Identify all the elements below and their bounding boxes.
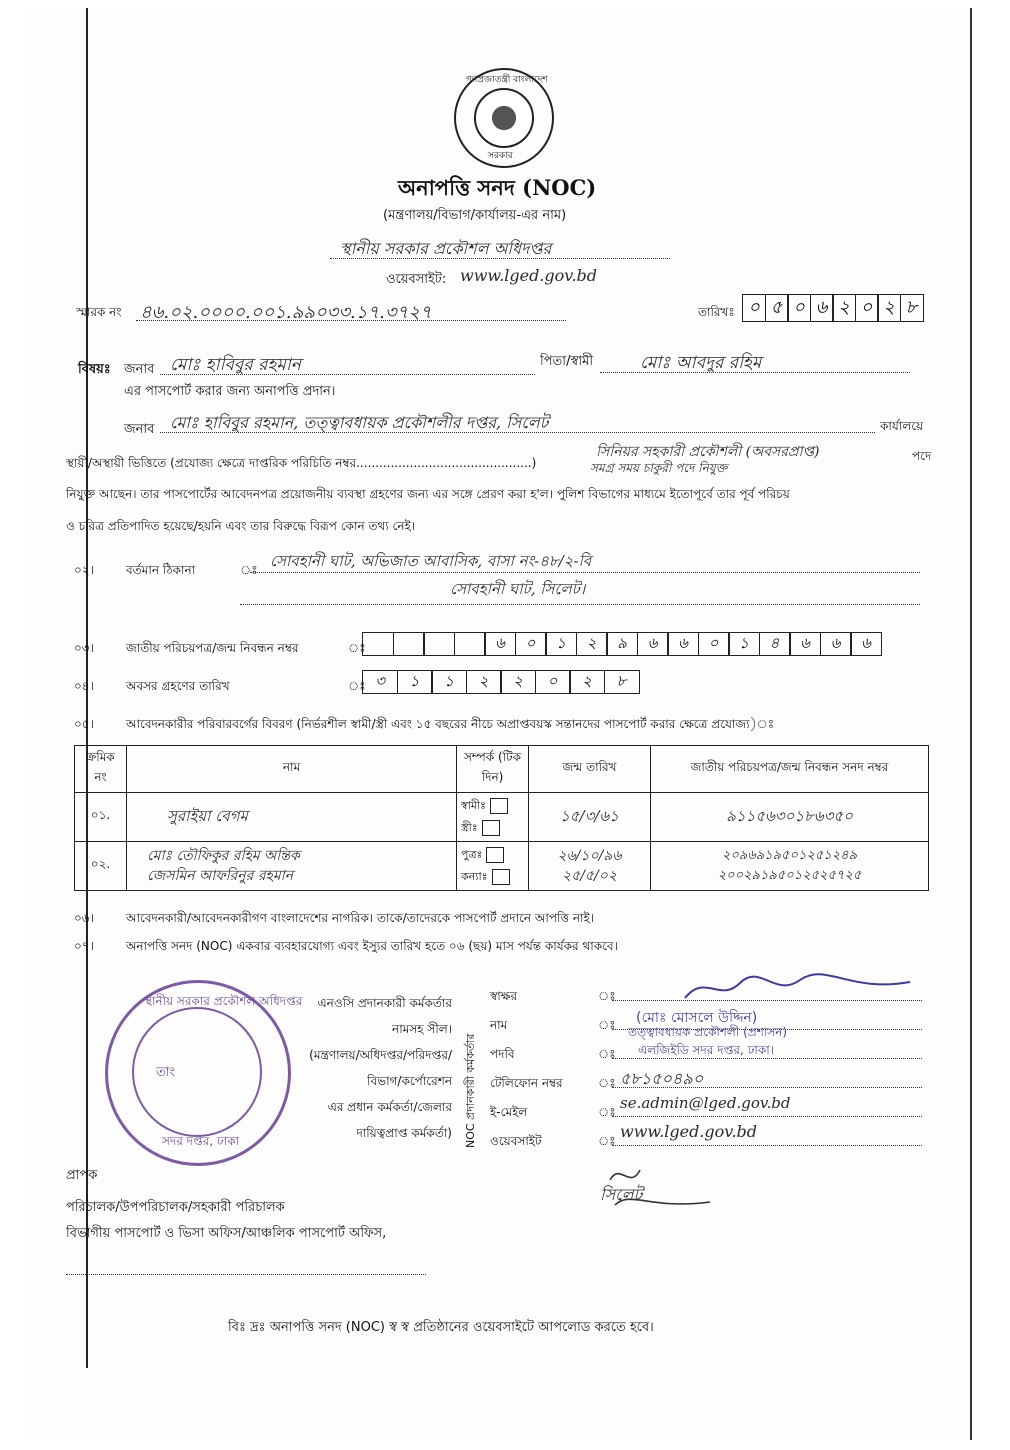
relation-option-husband[interactable] xyxy=(461,795,524,817)
item-04-label: অবসর গ্রহণের তারিখ xyxy=(126,679,230,693)
colon: ঃ xyxy=(598,1047,616,1061)
digit-box xyxy=(454,632,486,656)
table-row xyxy=(75,793,929,842)
digit-box: ৯ xyxy=(606,632,638,656)
digit-box: ২ xyxy=(569,670,605,694)
relation-option-daughter[interactable] xyxy=(461,866,524,888)
memo-number: ৪৬.০২.০০০০.০০১.৯৯০৩৩.১৭.৩৭২৭ xyxy=(140,302,432,323)
paragraph-1: নিযুক্ত আছেন। তার পাসপোর্টের আবেদনপত্র প্রয়োজনীয় ব্যবস্থা গ্রহণের জন্য এর সঙ্গে প্রেরণ করা হ'ল। পুলিশ বিভাগের মাধ্যমে ইতোপূর্বে তার পূর্ব পরিচয় xyxy=(66,487,790,501)
officer-line: দায়িত্বপ্রাপ্ত কর্মকর্তা) xyxy=(356,1126,452,1140)
office-name: স্থানীয় সরকার প্রকৌশল অধিদপ্তর xyxy=(340,239,552,258)
checkbox[interactable] xyxy=(482,820,500,836)
colon: ঃ xyxy=(240,563,258,577)
digit-box: ৬ xyxy=(820,632,852,656)
digit-box: ২ xyxy=(576,632,608,656)
relation-label: পুত্রঃ xyxy=(461,848,483,861)
digit-box: ০ xyxy=(787,294,811,322)
colon: ঃ xyxy=(348,679,366,693)
colon: ঃ xyxy=(598,1134,616,1148)
colon: ঃ xyxy=(598,989,616,1003)
digit-box: ১ xyxy=(397,670,433,694)
item-07-text: অনাপত্তি সনদ (NOC) একবার ব্যবহারযোগ্য এবং ইস্যুর তারিখ হতে ০৬ (ছয়) মাস পর্যন্ত কার্যকর থাকবে। xyxy=(126,939,618,953)
colon: ঃ xyxy=(598,1076,616,1090)
website-value: www.lged.gov.bd xyxy=(460,266,598,285)
item-03-label: জাতীয় পরিচয়পত্র/জন্ম নিবন্ধন নম্বর xyxy=(126,641,299,655)
date-label: তারিখঃ xyxy=(698,305,735,319)
item-03-number: ০৩। xyxy=(74,641,94,655)
header-relation: সম্পর্ক (টিক দিন) xyxy=(457,746,529,793)
header-nid: জাতীয় পরিচয়পত্র/জন্ম নিবন্ধন সনদ নম্বর xyxy=(651,746,929,793)
relation-label: কন্যাঃ xyxy=(461,870,488,883)
checkbox[interactable] xyxy=(492,869,510,885)
item-05-label: আবেদনকারীর পরিবারবর্গের বিবরণ (নির্ভরশীল স্বামী/স্ত্রী এবং ১৫ বছরের নীচে অপ্রাপ্তবয়স্ক সন্তানদের পাসপোর্ট করার ক্ষেত্রে প্রযোজ্য)ঃ xyxy=(126,717,775,731)
officer-line: (মন্ত্রণালয়/অধিদপ্তর/পরিদপ্তর/ xyxy=(309,1048,452,1062)
digit-box: ২ xyxy=(500,670,536,694)
paragraph-2: ও চরিত্র প্রতিপাদিত হয়েছে/হয়নি এবং তার বিরুদ্ধে বিরূপ কোন তথ্য নেই। xyxy=(66,519,416,533)
header-dob: জন্ম তারিখ xyxy=(529,746,651,793)
emblem-center xyxy=(474,88,534,148)
digit-box: ৬ xyxy=(667,632,699,656)
footer-note: বিঃ দ্রঃ অনাপত্তি সনদ (NOC) স্ব স্ব প্রতিষ্ঠানের ওয়েবসাইটে আপলোড করতে হবে। xyxy=(228,1320,654,1335)
officer-website: www.lged.gov.bd xyxy=(620,1122,758,1141)
vertical-text: NOC প্রদানকারী কর্মকর্তার xyxy=(464,1033,477,1148)
document-title: অনাপত্তি সনদ (NOC) xyxy=(398,175,597,200)
digit-box: ২ xyxy=(877,294,901,322)
table-row xyxy=(75,842,929,891)
government-emblem xyxy=(454,68,554,168)
row-dob: ২৬/১০/৯৬ xyxy=(557,848,622,864)
officer-line: নামসহ সীল। xyxy=(392,1022,452,1036)
family-details-table xyxy=(74,745,929,891)
digit-box: ০ xyxy=(515,632,547,656)
digit-box xyxy=(393,632,425,656)
recipient-handwritten: সিলেট xyxy=(600,1185,643,1204)
digit-box: ৬ xyxy=(810,294,834,322)
digit-box: ০ xyxy=(698,632,730,656)
row-nid-2: ২০০২৯১৯৫০১২৫২৫৭২৫ xyxy=(717,868,862,883)
row-name: মোঃ তৌফিকুর রহিম অন্তিক xyxy=(147,848,300,864)
row-dob-2: ২৫/৫/০২ xyxy=(562,868,617,884)
post-handwritten-2: সমগ্র সময় চাকুরী পদে নিযুক্ত xyxy=(590,461,728,475)
officer-line: এর প্রধান কর্মকর্তা/জেলার xyxy=(327,1100,452,1114)
row-serial: ০২. xyxy=(75,842,127,891)
recipient-label: প্রাপক xyxy=(66,1168,98,1183)
item-06-number: ০৬। xyxy=(74,911,94,925)
digit-box: ১ xyxy=(431,670,467,694)
digit-box: ৮ xyxy=(604,670,640,694)
janab-label-2: জনাব xyxy=(124,422,155,437)
field-label-name: নাম xyxy=(490,1018,508,1032)
relation-option-wife[interactable] xyxy=(461,817,524,839)
officer-line: বিভাগ/কর্পোরেশন xyxy=(367,1074,452,1088)
officer-line: এনওসি প্রদানকারী কর্মকর্তার xyxy=(317,996,452,1010)
header-name: নাম xyxy=(127,746,457,793)
digit-box: ৬ xyxy=(637,632,669,656)
office-of-applicant: মোঃ হাবিবুর রহমান, তত্ত্বাবধায়ক প্রকৌশলীর দপ্তর, সিলেট xyxy=(170,413,549,432)
seal-bottom-text: সদর দপ্তর, ঢাকা xyxy=(162,1134,240,1148)
recipient-line2: বিভাগীয় পাসপোর্ট ও ভিসা অফিস/আঞ্চলিক পাসপোর্ট অফিস, xyxy=(66,1226,387,1241)
applicant-name: মোঃ হাবিবুর রহমান xyxy=(170,355,301,375)
item-05-number: ০৫। xyxy=(74,717,94,731)
digit-box: ৪ xyxy=(759,632,791,656)
officer-email: se.admin@lged.gov.bd xyxy=(620,1094,791,1112)
officer-label-block xyxy=(302,990,452,1146)
janab-label: জনাব xyxy=(124,362,155,377)
seal-top-text: স্থানীয় সরকার প্রকৌশল অধিদপ্তর xyxy=(144,994,303,1008)
digit-box: ৬ xyxy=(484,632,516,656)
table-header-row xyxy=(75,746,929,793)
officer-telephone: ৫৮১৫০৪৯০ xyxy=(620,1069,704,1088)
permanent-temporary-line: স্থায়ী/অস্থায়ী ভিত্তিতে (প্রযোজ্য ক্ষেত্রে দাপ্তরিক পরিচিতি নম্বর..............................................) xyxy=(66,456,537,470)
digit-box: ৫ xyxy=(765,294,789,322)
nid-number-boxes xyxy=(362,632,881,656)
item-06-text: আবেদনকারী/আবেদনকারীগণ বাংলাদেশের নাগরিক। তাকে/তাদেরকে পাসপোর্ট প্রদানে আপত্তি নাই। xyxy=(126,911,595,925)
officer-signature xyxy=(680,968,920,1008)
digit-box: ৬ xyxy=(789,632,821,656)
recipient-line1: পরিচালক/উপপরিচালক/সহকারী পরিচালক xyxy=(66,1200,285,1215)
emblem-text-bottom: সরকার xyxy=(488,151,513,161)
digit-box: ০ xyxy=(855,294,879,322)
row-name-2: জেসমিন আফরিনুর রহমান xyxy=(147,868,294,884)
retirement-date-boxes xyxy=(362,670,638,694)
seal-date-text: তাং xyxy=(156,1065,176,1080)
issue-date-boxes xyxy=(742,294,922,322)
subject-line2: এর পাসপোর্ট করার জন্য অনাপত্তি প্রদান। xyxy=(124,384,336,399)
office-seal xyxy=(105,980,303,1166)
present-address-line2: সোবহানী ঘাট, সিলেট। xyxy=(450,580,586,598)
digit-box xyxy=(362,632,394,656)
field-label-telephone: টেলিফোন নম্বর xyxy=(490,1076,563,1090)
initial-signature xyxy=(600,1160,720,1220)
row-name: সুরাইয়া বেগম xyxy=(127,793,457,842)
memo-label: স্মারক নং xyxy=(76,305,122,319)
field-label-website: ওয়েবসাইট xyxy=(490,1134,542,1148)
officer-name: (মোঃ মোসলে উদ্দিন) xyxy=(636,1010,758,1026)
item-02-label: বর্তমান ঠিকানা xyxy=(126,563,196,577)
colon: ঃ xyxy=(598,1018,616,1032)
subject-label: বিষয়ঃ xyxy=(78,362,111,377)
father-name: মোঃ আবদুর রহিম xyxy=(640,353,762,373)
vertical-noc-label xyxy=(462,980,482,1150)
digit-box: ১ xyxy=(728,632,760,656)
digit-box: ০ xyxy=(535,670,571,694)
checkbox[interactable] xyxy=(486,847,504,863)
digit-box: ৩ xyxy=(362,670,398,694)
field-label-designation: পদবি xyxy=(490,1047,515,1061)
item-02-number: ০২। xyxy=(74,563,94,577)
relation-option-son[interactable] xyxy=(461,844,524,866)
field-label-signature: স্বাক্ষর xyxy=(490,989,518,1003)
office-suffix: কার্যালয়ে xyxy=(880,419,924,433)
digit-box xyxy=(423,632,455,656)
digit-box: ১ xyxy=(545,632,577,656)
digit-box: ৮ xyxy=(900,294,924,322)
row-nid: ৯১১৫৬৩০১৮৬৩৫০ xyxy=(651,793,929,842)
item-07-number: ০৭। xyxy=(74,939,94,953)
post-handwritten: সিনিয়র সহকারী প্রকৌশলী (অবসরপ্রাপ্ত) xyxy=(596,444,820,460)
header-serial: ক্রমিক নং xyxy=(75,746,127,793)
emblem-text-top: গণপ্রজাতন্ত্রী বাংলাদেশ xyxy=(466,75,548,85)
signature-field-colons xyxy=(598,982,616,1156)
colon: ঃ xyxy=(598,1105,616,1119)
item-04-number: ০৪। xyxy=(74,679,94,693)
post-suffix: পদে xyxy=(912,449,932,463)
digit-box: ২ xyxy=(466,670,502,694)
checkbox[interactable] xyxy=(490,798,508,814)
field-label-email: ই-মেইল xyxy=(490,1105,528,1119)
digit-box: ০ xyxy=(742,294,766,322)
relation-label: স্ত্রীঃ xyxy=(461,821,478,834)
relation-label: স্বামীঃ xyxy=(461,799,487,812)
officer-office: এলজিইডি সদর দপ্তর, ঢাকা। xyxy=(638,1043,775,1057)
present-address-line1: সোবহানী ঘাট, অভিজাত আবাসিক, বাসা নং-৪৮/২-বি xyxy=(270,552,592,570)
website-label: ওয়েবসাইট: xyxy=(386,272,447,287)
officer-designation: তত্ত্বাবধায়ক প্রকৌশলী (প্রশাসন) xyxy=(628,1025,788,1039)
colon: ঃ xyxy=(348,641,366,655)
right-border xyxy=(970,8,972,1440)
father-label: পিতা/স্বামী xyxy=(540,354,594,369)
digit-box: ২ xyxy=(832,294,856,322)
row-nid: ২০৯৬৯১৯৫০১২৫১২৪৯ xyxy=(721,848,858,863)
row-serial: ০১. xyxy=(75,793,127,842)
digit-box: ৬ xyxy=(850,632,882,656)
signature-field-labels xyxy=(490,982,563,1156)
row-dob: ১৫/৩/৬১ xyxy=(529,793,651,842)
document-subtitle: (মন্ত্রণালয়/বিভাগ/কার্যালয়-এর নাম) xyxy=(383,208,567,223)
